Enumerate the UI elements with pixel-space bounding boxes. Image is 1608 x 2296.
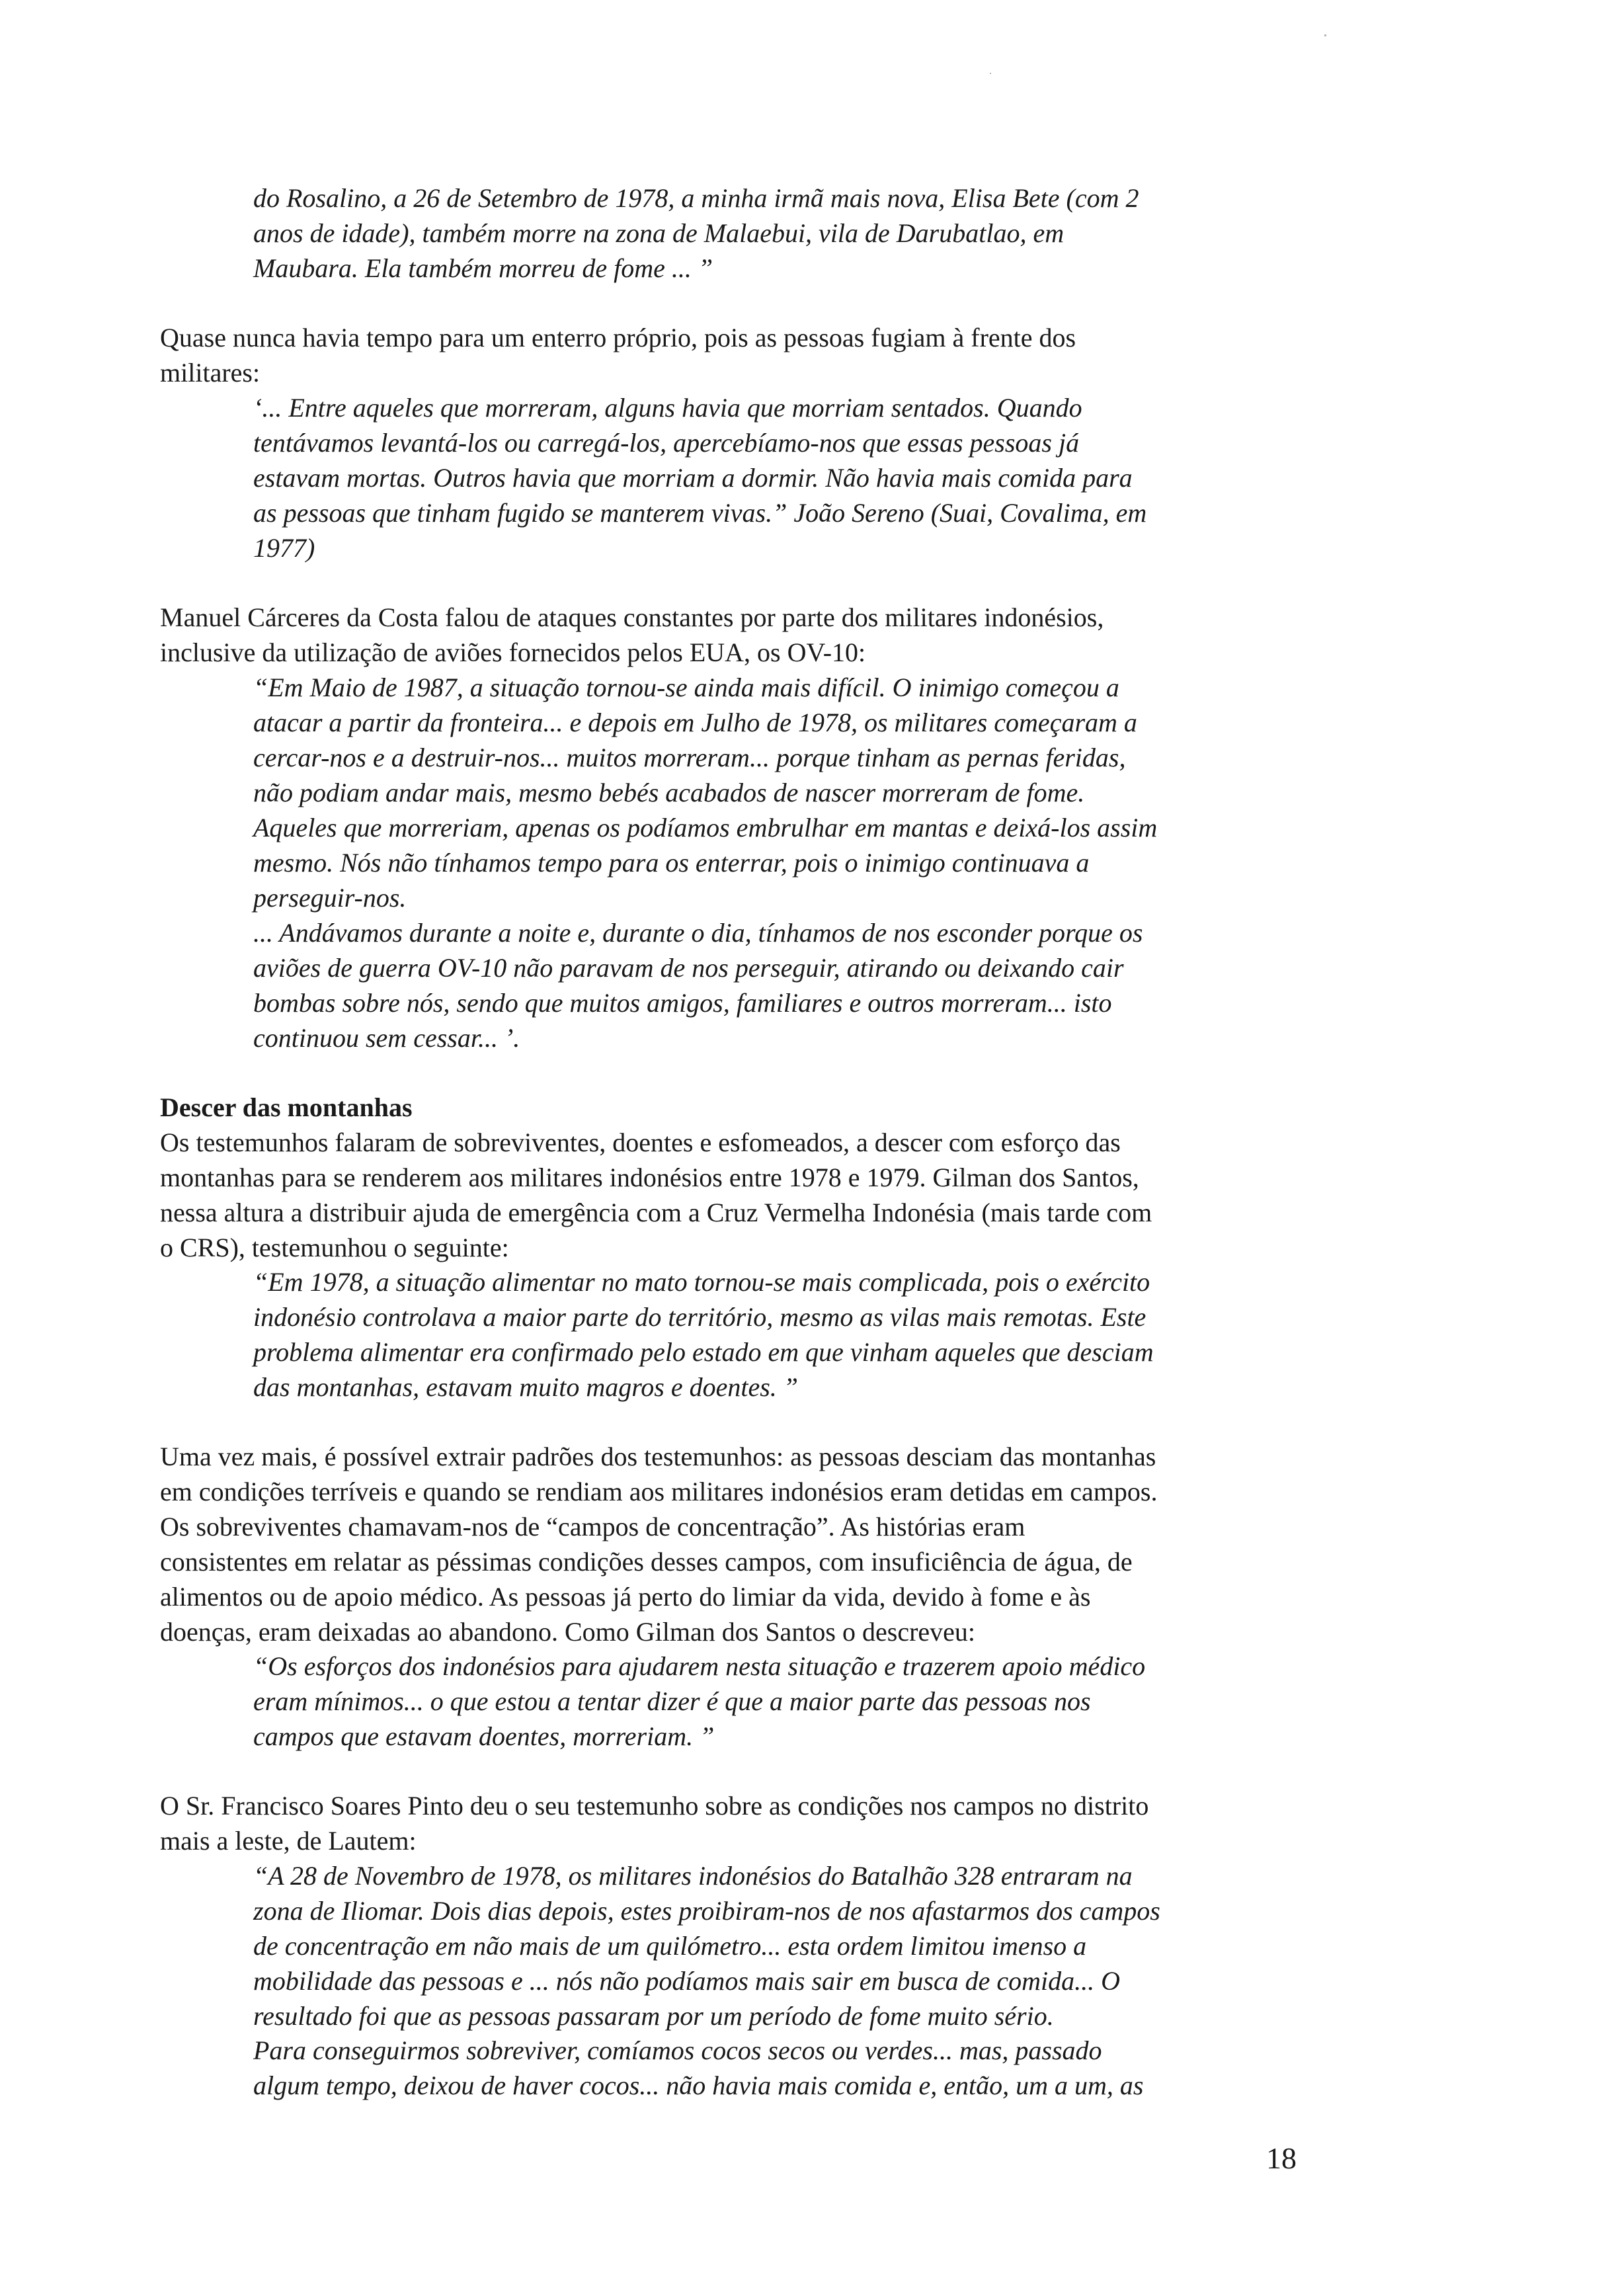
scan-speck xyxy=(1324,34,1326,36)
quote-francisco-2: Para conseguirmos sobreviver, comíamos cocos secos ou verdes... mas, passado algum tempo, deixou de haver cocos... não havia mais comida e, então, um a um, as xyxy=(253,2035,1144,2100)
paragraph-manuel-carceres: Manuel Cárceres da Costa falou de ataques constantes por parte dos militares indonésios, inclusive da utilização de aviões fornecidos pelos EUA, os OV-10: xyxy=(160,602,1104,667)
quote-francisco-1: “A 28 de Novembro de 1978, os militares indonésios do Batalhão 328 entraram na zona de Iliomar. Dois dias depois, estes proibiram-nos de nos afastarmos dos campos de concentração em não mais de um quilómetro... esta ordem limitou imenso a mobilidade das pessoas e ... nós não podíamos mais sair em busca de comida... O resultado foi que as pessoas passaram por um período de fome muito sério. xyxy=(253,1861,1160,2031)
quote-ov10-attacks: “Em Maio de 1987, a situação tornou-se ainda mais difícil. O inimigo começou a atacar a partir da fronteira... e depois em Julho de 1978, os militares começaram a cercar-nos e a destruir-nos... muitos morreram... porque tinham as pernas feridas, não podiam andar mais, mesmo bebés acabados de nascer morreram de fome. Aqueles que morreriam, apenas os podíamos embrulhar em mantas e deixá-los assim mesmo. Nós não tínhamos tempo para os enterrar, pois o inimigo continuava a perseguir-nos. ... Andávamos durante a noite e, durante o dia, tínhamos de nos esconder porque os aviões de guerra OV-10 não paravam de nos perseguir, atirando ou deixando cair bombas sobre nós, sendo que muitos amigos, familiares e outros morreram... isto continuou sem cessar... ’. xyxy=(253,673,1158,1053)
quote-rosalino: do Rosalino, a 26 de Setembro de 1978, a minha irmã mais nova, Elisa Bete (com 2 anos de idade), também morre na zona de Malaebui, vila de Darubatlao, em Maubara. Ela também morreu de fome ... ” xyxy=(253,183,1139,283)
quote-gilman-2: “Os esforços dos indonésios para ajudarem nesta situação e trazerem apoio médico eram mínimos... o que estou a tentar dizer é que a maior parte das pessoas nos campos que estavam doentes, morreriam. ” xyxy=(253,1651,1146,1751)
quote-gilman-1: “Em 1978, a situação alimentar no mato tornou-se mais complicada, pois o exército indonésio controlava a maior parte do território, mesmo as vilas mais remotas. Este problema alimentar era confirmado pelo estado em que vinham aqueles que desciam das montanhas, estavam muito magros e doentes. ” xyxy=(253,1267,1154,1402)
scan-speck xyxy=(990,73,991,74)
paragraph-francisco-soares: O Sr. Francisco Soares Pinto deu o seu testemunho sobre as condições nos campos no distrito mais a leste, de Lautem: xyxy=(160,1791,1149,1856)
section-heading: Descer das montanhas xyxy=(160,1092,413,1122)
paragraph-descer-montanhas: Os testemunhos falaram de sobreviventes, doentes e esfomeados, a descer com esforço das montanhas para se renderem aos militares indonésios entre 1978 e 1979. Gilman dos Santos, nessa altura a distribuir ajuda de emergência com a Cruz Vermelha Indonésia (mais tarde com o CRS), testemunhou o seguinte: xyxy=(160,1128,1152,1262)
quote-joao-sereno: ‘... Entre aqueles que morreram, alguns havia que morriam sentados. Quando tentávamos levantá-los ou carregá-los, apercebíamo-nos que essas pessoas já estavam mortas. Outros havia que morriam a dormir. Não havia mais comida para as pessoas que tinham fugido se manterem vivas.” João Sereno (Suai, Covalima, em 1977) xyxy=(253,393,1147,563)
paragraph-enterro: Quase nunca havia tempo para um enterro próprio, pois as pessoas fugiam à frente dos militares: xyxy=(160,323,1076,388)
page-number: 18 xyxy=(1266,2141,1297,2175)
paragraph-padroes: Uma vez mais, é possível extrair padrões dos testemunhos: as pessoas desciam das montanhas em condições terríveis e quando se rendiam aos militares indonésios eram detidas em campos. Os sobreviventes chamavam-nos de “campos de concentração”. As histórias eram consistentes em relatar as péssimas condições desses campos, com insuficiência de água, de alimentos ou de apoio médico. As pessoas já perto do limiar da vida, devido à fome e às doenças, eram deixadas ao abandono. Como Gilman dos Santos o descreveu: xyxy=(160,1442,1158,1647)
